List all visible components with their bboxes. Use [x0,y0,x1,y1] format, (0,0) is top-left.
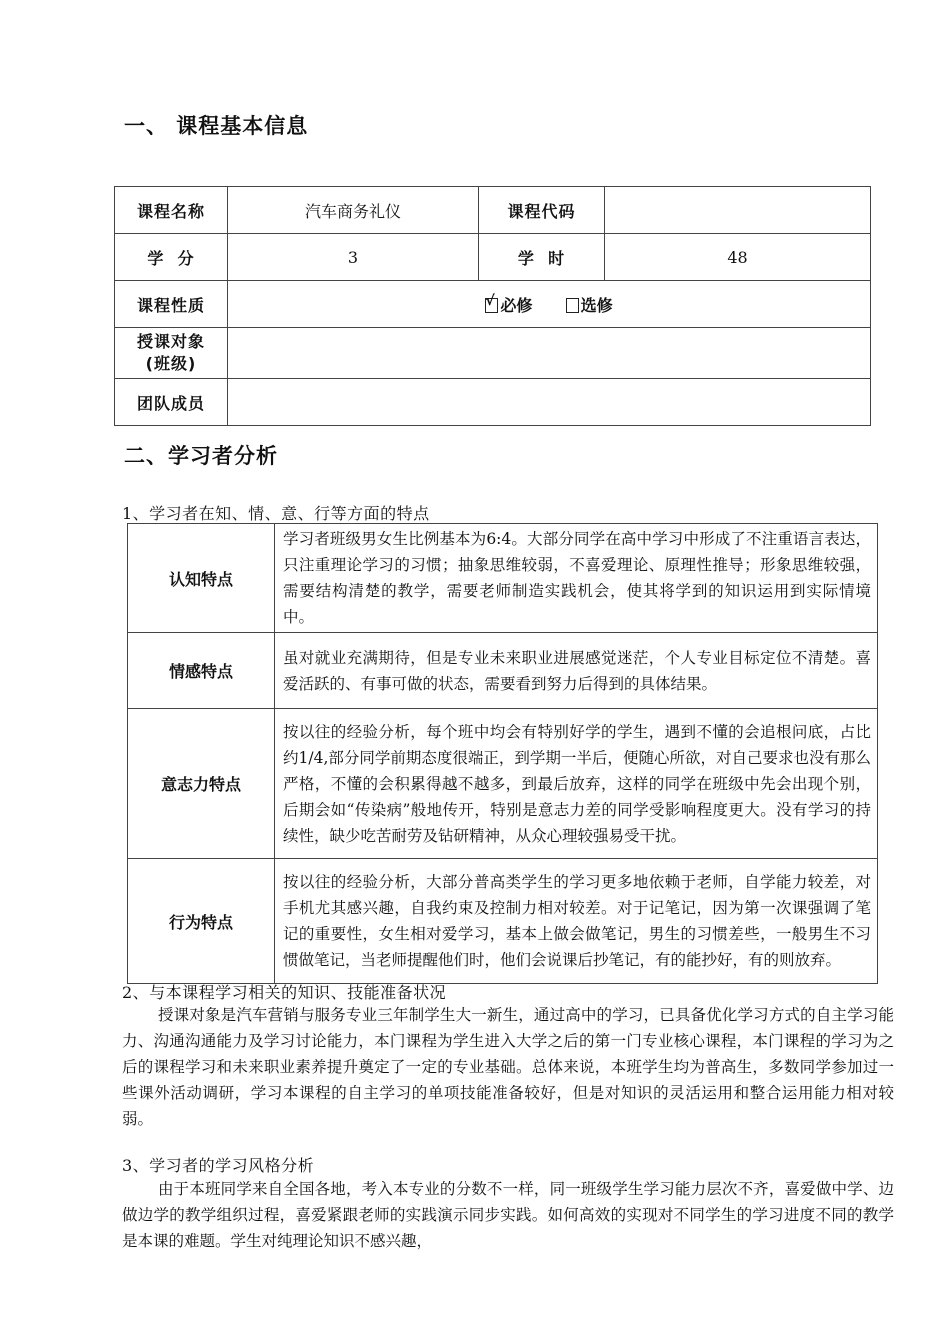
target-value [228,328,871,379]
subsection-2-heading: 2、与本课程学习相关的知识、技能准备状况 [122,983,447,1002]
required-label: 必修 [500,295,533,315]
hours-label: 学 时 [479,234,605,281]
credit-label: 学 分 [115,234,228,281]
emotional-text: 虽对就业充满期待，但是专业未来职业进展感觉迷茫，个人专业目标定位不清楚。喜爱活跃的、有事可做的状态，需要看到努力后得到的具体结果。 [275,633,878,709]
emotional-label: 情感特点 [128,633,275,709]
target-label [115,328,228,379]
target-label-line1: 授课对象 [136,332,205,351]
willpower-text: 按以往的经验分析，每个班中均会有特别好学的学生，遇到不懂的会追根问底，占比约1/4,部分同学前期态度很端正，到学期一半后，便随心所欲，对自己要求也没有那么严格，不懂的会积累得越不越多，到最后放弃，这样的同学在班级中先会出现个别，后期会如“传染病”般地传开，特别是意志力差的同学受影响程度更大。没有学习的持续性，缺少吃苦耐劳及钻研精神，从众心理较强易受干扰。 [275,709,878,859]
hours-value: 48 [605,234,871,281]
course-code-value [605,187,871,234]
credit-value: 3 [228,234,479,281]
required-checkbox [485,292,498,313]
knowledge-readiness-paragraph: 授课对象是汽车营销与服务专业三年制学生大一新生，通过高中的学习，已具备优化学习方式的自主学习能力、沟通沟通能力及学习讨论能力，本门课程为学生进入大学之后的第一门专业核心课程，本门课程的学习为之后的课程学习和未来职业素养提升奠定了一定的专业基础。总体来说，本班学生均为普高生，多数同学参加过一些课外活动调研，学习本课程的自主学习的单项技能准备较好，但是对知识的灵活运用和整合运用能力相对较弱。 [122,1006,894,1128]
subsection-3-heading: 3、学习者的学习风格分析 [122,1156,315,1175]
course-code-label: 课程代码 [479,187,605,234]
team-value [228,379,871,426]
cognitive-text: 学习者班级男女生比例基本为6:4。大部分同学在高中学习中形成了不注重语言表达，只注重理论学习的习惯；抽象思维较弱，不喜爱理论、原理性推导；形象思维较强，需要结构清楚的教学，需要老师制造实践机会，使其将学到的知识运用到实际情境中。 [275,524,878,633]
learner-analysis-table [127,523,878,984]
course-name-label: 课程名称 [115,187,228,234]
nature-label: 课程性质 [115,281,228,328]
course-name-value: 汽车商务礼仪 [228,187,479,234]
checkmark-icon: √ [485,292,495,309]
course-info-table [114,186,871,426]
target-label-line2: (班级) [145,354,197,373]
behavior-label: 行为特点 [128,859,275,984]
section2-title: 二、学习者分析 [124,444,278,468]
behavior-text: 按以往的经验分析，大部分普高类学生的学习更多地依赖于老师，自学能力较差，对手机尤其感兴趣，自我约束及控制力相对较差。对于记笔记，因为第一次课强调了笔记的重要性，女生相对爱学习，基本上做会做笔记，男生的习惯差些，一般男生不习惯做笔记，当老师提醒他们时，他们会说课后抄笔记，有的能抄好，有的则放弃。 [275,859,878,984]
elective-checkbox [566,298,579,313]
subsection-1-heading: 1、学习者在知、情、意、行等方面的特点 [122,504,430,523]
learning-style-paragraph: 由于本班同学来自全国各地，考入本专业的分数不一样，同一班级学生学习能力层次不齐，喜爱做中学、边做边学的教学组织过程，喜爱紧跟老师的实践演示同步实践。如何高效的实现对不同学生的学习进度不同的教学是本课的难题。学生对纯理论知识不感兴趣， [122,1180,894,1250]
elective-label: 选修 [580,295,613,315]
cognitive-label: 认知特点 [128,524,275,633]
section1-title: 一、 课程基本信息 [124,114,309,138]
willpower-label: 意志力特点 [128,709,275,859]
nature-options [228,281,871,328]
team-label: 团队成员 [115,379,228,426]
